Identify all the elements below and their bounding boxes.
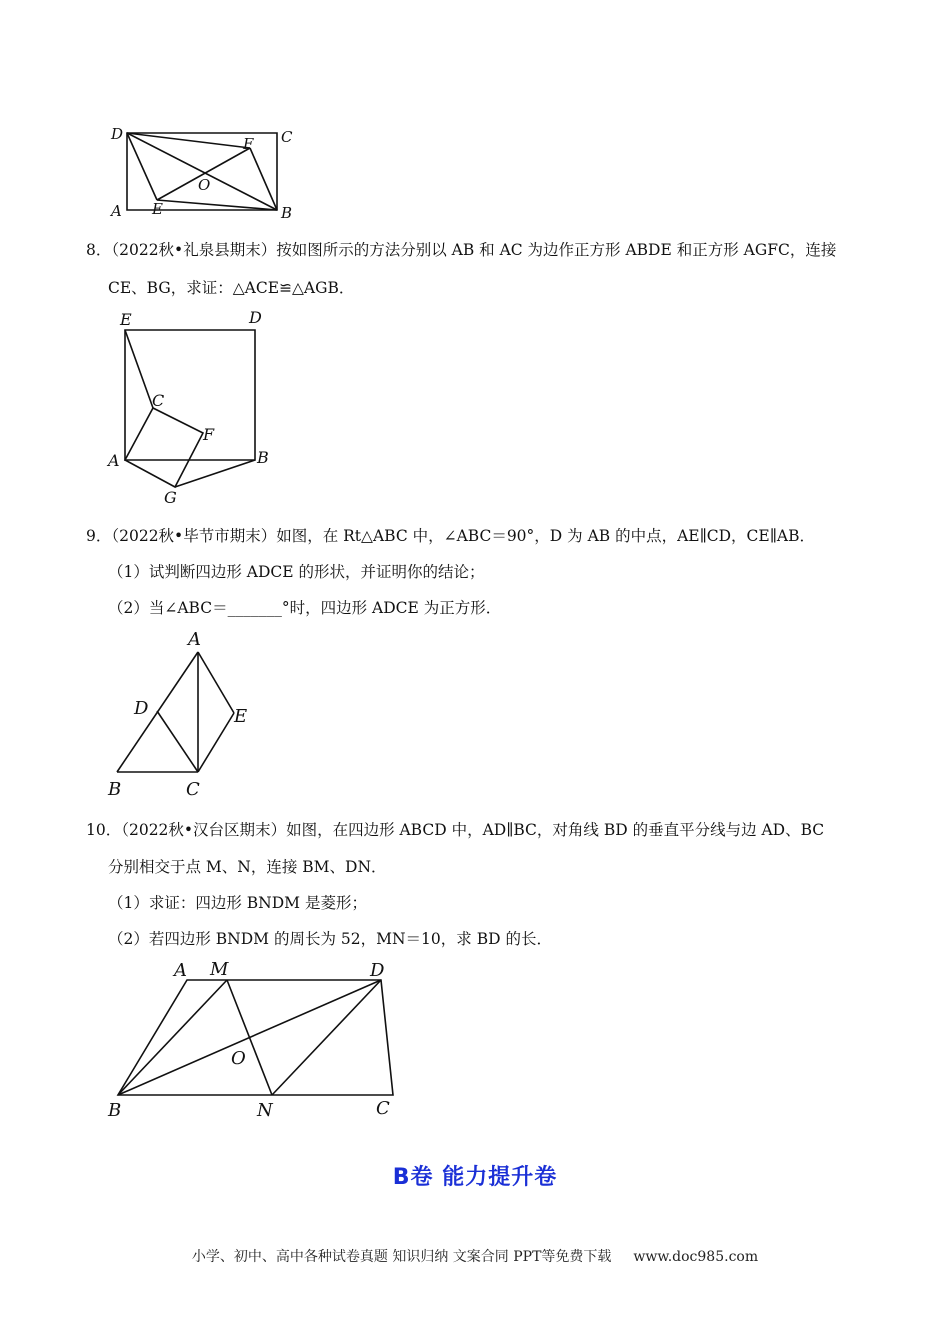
label-b: B <box>281 204 293 222</box>
label-d: D <box>111 125 124 143</box>
label-g: G <box>164 488 177 505</box>
figure-squares-abde-agfc <box>100 305 290 505</box>
label-n: N <box>257 1100 273 1121</box>
segment-df <box>127 133 250 148</box>
label-b: B <box>108 1100 122 1121</box>
question-10-part-2: （2）若四边形 BNDM 的周长为 52，MN＝10，求 BD 的长． <box>108 930 552 948</box>
label-c: C <box>281 128 293 146</box>
section-title: B卷 能力提升卷 <box>392 1165 558 1190</box>
label-d: D <box>249 308 262 327</box>
figure-adce-svg <box>100 625 270 800</box>
label-f: F <box>243 135 254 153</box>
footer-url[interactable]: www.doc985.com <box>633 1249 759 1265</box>
label-a: A <box>108 451 120 470</box>
diagonal-db <box>127 133 277 210</box>
question-9-line-1: 9．（2022秋•毕节市期末）如图，在 Rt△ABC 中，∠ABC＝90°，D 为 AB 的中点，AE∥CD，CE∥AB． <box>86 527 815 545</box>
figure-trapezoid-abcd <box>100 955 410 1125</box>
segment-ec <box>198 713 234 772</box>
question-8-line-1: 8．（2022秋•礼泉县期末）按如图所示的方法分别以 AB 和 AC 为边作正方形 ABDE 和正方形 AGFC，连接 <box>86 241 837 259</box>
question-10-line-2: 分别相交于点 M、N，连接 BM、DN． <box>108 858 387 876</box>
question-9-part-2: （2）当∠ABC＝_______°时，四边形 ADCE 为正方形． <box>108 599 502 617</box>
segment-ae <box>198 652 234 713</box>
label-e: E <box>234 706 248 727</box>
figure-squares-svg <box>100 305 290 505</box>
label-a: A <box>188 629 201 650</box>
segment-mn <box>227 980 272 1095</box>
question-10-part-1: （1）求证：四边形 BNDM 是菱形； <box>108 894 367 912</box>
label-b: B <box>108 779 122 800</box>
segment-de <box>127 133 157 200</box>
footer-text: 小学、初中、高中各种试卷真题 知识归纳 文案合同 PPT等免费下载 <box>191 1249 612 1265</box>
label-m: M <box>210 959 229 980</box>
figure-quadrilateral-adce <box>100 625 270 800</box>
label-o: O <box>198 176 211 194</box>
label-c: C <box>376 1098 390 1119</box>
label-d: D <box>370 960 385 981</box>
label-c: C <box>152 391 165 410</box>
label-e: E <box>120 310 132 329</box>
segment-dc <box>157 711 198 772</box>
question-9-part-1: （1）试判断四边形 ADCE 的形状，并证明你的结论； <box>108 563 485 581</box>
label-a: A <box>111 202 122 220</box>
label-c: C <box>186 779 200 800</box>
question-8-line-2: CE、BG，求证：△ACE≌△AGB． <box>108 279 355 297</box>
page-footer <box>0 1246 950 1266</box>
label-d: D <box>134 698 149 719</box>
label-f: F <box>203 425 215 444</box>
label-b: B <box>257 448 269 467</box>
label-a: A <box>174 960 187 981</box>
segment-nd <box>272 980 381 1095</box>
figure-trapezoid-svg <box>100 955 410 1125</box>
segment-fb <box>250 148 277 210</box>
figure-rectangle-abcd <box>105 120 305 225</box>
segment-bm <box>118 980 227 1095</box>
figure-rectangle-abcd-svg <box>105 120 305 225</box>
segment-ec <box>125 330 153 408</box>
square-agfc <box>125 408 203 487</box>
square-abde <box>125 330 255 460</box>
label-o: O <box>231 1048 246 1069</box>
label-e: E <box>152 200 163 218</box>
question-10-line-1: 10．（2022秋•汉台区期末）如图，在四边形 ABCD 中，AD∥BC，对角线 BD 的垂直平分线与边 AD、BC <box>86 821 825 839</box>
